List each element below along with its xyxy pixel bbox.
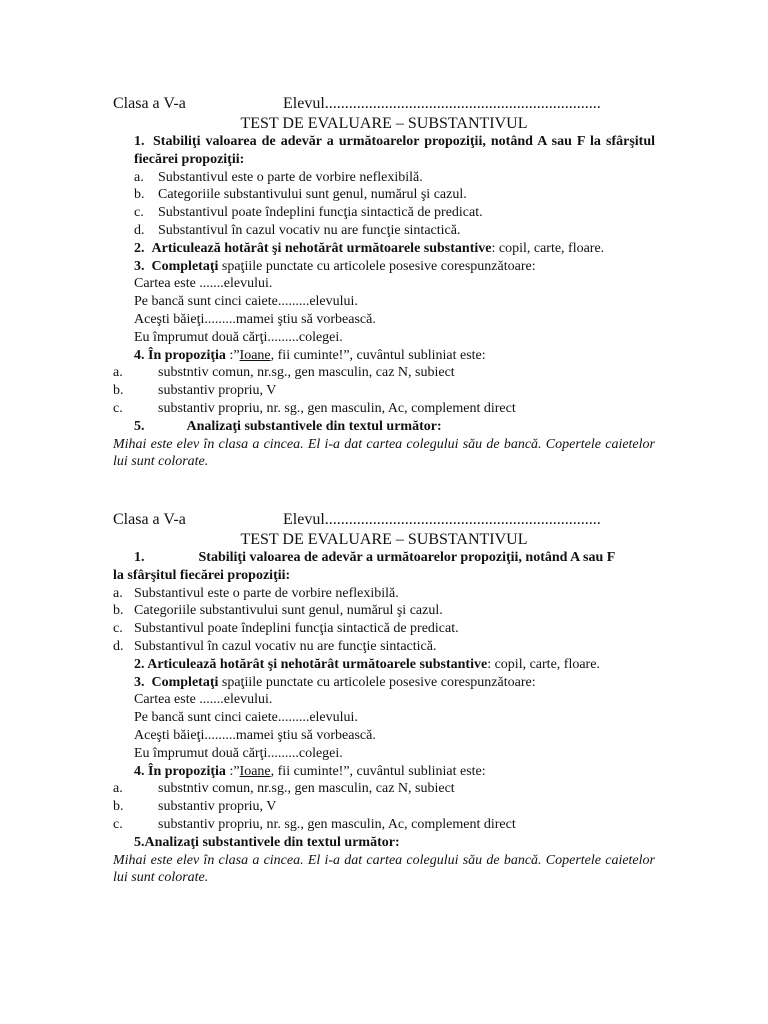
- question-5: 5.Analizaţi substantivele din textul următor:: [134, 834, 400, 850]
- item-text: Substantivul este o parte de vorbire neflexibilă.: [134, 585, 399, 601]
- list-item: [113, 780, 655, 798]
- question-3: [113, 674, 655, 692]
- underlined-word: Ioane: [239, 763, 271, 779]
- list-item: [113, 585, 655, 603]
- item-letter: c.: [113, 621, 123, 637]
- item-letter: b.: [113, 383, 124, 399]
- underlined-word: Ioane: [239, 347, 271, 363]
- header-row: [113, 94, 655, 114]
- list-item: [113, 222, 655, 240]
- item-letter: a.: [113, 365, 123, 381]
- item-text: Substantivul în cazul vocativ nu are funcţie sintactică.: [134, 638, 437, 654]
- question-rest: , fii cuminte!”, cuvântul subliniat este:: [270, 763, 486, 779]
- question-text: 4. În propoziţia: [134, 763, 226, 779]
- question-3: [113, 258, 655, 276]
- item-text: Substantivul este o parte de vorbire neflexibilă.: [158, 169, 423, 185]
- item-text: Substantivul poate îndeplini funcţia sintactică de predicat.: [158, 205, 483, 221]
- quote-open: :”: [225, 347, 240, 363]
- item-text: substantiv propriu, nr. sg., gen masculin, Ac, complement direct: [158, 400, 516, 416]
- item-letter: b.: [134, 187, 145, 203]
- item-letter: a.: [113, 781, 123, 797]
- fill-line: Eu împrumut două cărţi.........colegei.: [134, 329, 343, 345]
- student-name-line: Elevul.....................................................................: [283, 511, 601, 528]
- question-1: [113, 549, 655, 567]
- question-1: [113, 133, 655, 169]
- question-number: 3.: [134, 258, 145, 274]
- item-letter: a.: [113, 585, 123, 601]
- question-2: [113, 240, 655, 258]
- test-title: TEST DE EVALUARE – SUBSTANTIVUL: [240, 115, 528, 132]
- fill-line: Aceşti băieţi.........mamei ştiu să vorbească.: [134, 727, 376, 743]
- item-letter: c.: [113, 400, 123, 416]
- question-2: [113, 656, 655, 674]
- item-letter: a.: [134, 169, 144, 185]
- test-title: TEST DE EVALUARE – SUBSTANTIVUL: [240, 531, 528, 548]
- fill-line: Cartea este .......elevului.: [134, 276, 273, 292]
- fill-line: Eu împrumut două cărţi.........colegei.: [134, 745, 343, 761]
- question-number: 3.: [134, 674, 145, 690]
- passage-text: Mihai este elev în clasa a cincea. El i-a dat cartea colegului său de bancă. Copertele caietelor lui sunt colorate.: [113, 852, 655, 886]
- list-item: [113, 602, 655, 620]
- list-item: [113, 364, 655, 382]
- question-text: 2. Articulează hotărât şi nehotărât următoarele substantive: [134, 656, 488, 672]
- fill-line: Pe bancă sunt cinci caiete.........elevului.: [134, 294, 358, 310]
- list-item: [113, 204, 655, 222]
- question-4: [113, 763, 655, 781]
- item-text: substantiv propriu, V: [158, 799, 277, 815]
- list-item: [113, 169, 655, 187]
- item-letter: c.: [113, 816, 123, 832]
- list-item: [113, 816, 655, 834]
- test-sheet-2: [113, 510, 655, 887]
- question-rest: , fii cuminte!”, cuvântul subliniat este:: [270, 347, 486, 363]
- fill-line: Pe bancă sunt cinci caiete.........elevului.: [134, 710, 358, 726]
- list-item: [113, 638, 655, 656]
- question-1-cont: la sfârşitul fiecărei propoziţii:: [113, 567, 291, 583]
- question-text: Completaţi: [151, 674, 219, 690]
- list-item: [113, 798, 655, 816]
- question-rest: spaţiile punctate cu articolele posesive corespunzătoare:: [218, 258, 536, 274]
- item-text: Categoriile substantivului sunt genul, numărul şi cazul.: [158, 187, 467, 203]
- item-text: substantiv propriu, nr. sg., gen masculin, Ac, complement direct: [158, 816, 516, 832]
- student-name-line: Elevul.....................................................................: [283, 95, 601, 112]
- item-text: substntiv comun, nr.sg., gen masculin, caz N, subiect: [158, 781, 455, 797]
- list-item: [113, 186, 655, 204]
- item-letter: d.: [134, 222, 145, 238]
- question-5: [113, 418, 655, 436]
- passage-text: Mihai este elev în clasa a cincea. El i-a dat cartea colegului său de bancă. Copertele caietelor lui sunt colorate.: [113, 436, 655, 470]
- question-words: : copil, carte, floare.: [491, 240, 605, 256]
- question-text: Stabiliţi valoarea de adevăr a următoarelor propoziţii, notând A sau F: [198, 550, 616, 565]
- class-label: Clasa a V-a: [113, 511, 186, 528]
- item-letter: b.: [113, 603, 124, 619]
- fill-line: Aceşti băieţi.........mamei ştiu să vorbească.: [134, 311, 376, 327]
- question-rest: spaţiile punctate cu articolele posesive corespunzătoare:: [218, 674, 536, 690]
- test-sheet-1: [113, 94, 655, 471]
- fill-line: Cartea este .......elevului.: [134, 692, 273, 708]
- question-number: 1.: [134, 134, 145, 149]
- item-text: substantiv propriu, V: [158, 383, 277, 399]
- question-text: Articulează hotărât şi nehotărât următoarele substantive: [151, 240, 492, 256]
- question-text: Stabiliţi valoarea de adevăr a următoarelor propoziţii, notând A sau F la sfârşitul fiecărei propoziţii:: [134, 134, 655, 167]
- question-number: 2.: [134, 240, 145, 256]
- item-text: Substantivul poate îndeplini funcţia sintactică de predicat.: [134, 621, 459, 637]
- list-item: [113, 620, 655, 638]
- item-text: substntiv comun, nr.sg., gen masculin, caz N, subiect: [158, 365, 455, 381]
- question-text: Completaţi: [151, 258, 219, 274]
- header-row: [113, 510, 655, 530]
- item-letter: c.: [134, 205, 144, 221]
- item-text: Substantivul în cazul vocativ nu are funcţie sintactică.: [158, 222, 461, 238]
- item-letter: d.: [113, 638, 124, 654]
- item-letter: b.: [113, 799, 124, 815]
- question-4: [113, 347, 655, 365]
- question-number: 1.: [134, 550, 145, 565]
- list-item: [113, 382, 655, 400]
- question-text: 4. În propoziţia: [134, 347, 226, 363]
- question-words: : copil, carte, floare.: [487, 656, 600, 672]
- item-text: Categoriile substantivului sunt genul, numărul şi cazul.: [134, 603, 443, 619]
- quote-open: :”: [225, 763, 240, 779]
- question-text: Analizaţi substantivele din textul următor:: [186, 418, 442, 434]
- question-number: 5.: [134, 418, 145, 434]
- class-label: Clasa a V-a: [113, 95, 186, 112]
- list-item: [113, 400, 655, 418]
